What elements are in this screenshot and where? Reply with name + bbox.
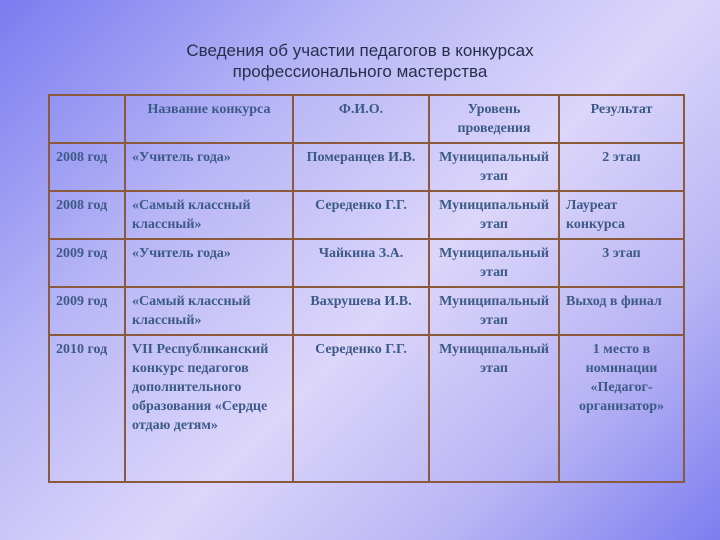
contest-cell: VII Республиканский конкурс педагогов дополнительного образования «Сердце отдаю детям»	[125, 335, 293, 482]
header-row	[49, 95, 684, 143]
year-cell: 2008 год	[49, 191, 125, 239]
slide-title	[0, 40, 720, 82]
result-cell: 1 место в номинации «Педагог-организатор»	[559, 335, 684, 482]
name-cell: Середенко Г.Г.	[293, 335, 429, 482]
level-cell: Муниципальный этап	[429, 335, 559, 482]
result-cell: Выход в финал	[559, 287, 684, 335]
table-row	[49, 287, 684, 335]
level-cell: Муниципальный этап	[429, 143, 559, 191]
header-contest: Название конкурса	[125, 95, 293, 143]
header-level: Уровень проведения	[429, 95, 559, 143]
level-cell: Муниципальный этап	[429, 191, 559, 239]
contest-cell: «Учитель года»	[125, 239, 293, 287]
header-cell-empty	[49, 95, 125, 143]
table-row	[49, 191, 684, 239]
result-cell: Лауреат конкурса	[559, 191, 684, 239]
result-cell: 2 этап	[559, 143, 684, 191]
name-cell: Померанцев И.В.	[293, 143, 429, 191]
contests-table	[48, 94, 685, 483]
result-cell: 3 этап	[559, 239, 684, 287]
year-cell: 2008 год	[49, 143, 125, 191]
header-name: Ф.И.О.	[293, 95, 429, 143]
contest-cell: «Учитель года»	[125, 143, 293, 191]
name-cell: Чайкина З.А.	[293, 239, 429, 287]
year-cell: 2009 год	[49, 239, 125, 287]
name-cell: Вахрушева И.В.	[293, 287, 429, 335]
title-line-2: профессионального мастерства	[232, 62, 488, 81]
header-result: Результат	[559, 95, 684, 143]
table-row	[49, 239, 684, 287]
level-cell: Муниципальный этап	[429, 239, 559, 287]
year-cell: 2009 год	[49, 287, 125, 335]
title-line-1: Сведения об участии педагогов в конкурсах	[186, 41, 534, 60]
table-row	[49, 143, 684, 191]
year-cell: 2010 год	[49, 335, 125, 482]
contest-cell: «Самый классный классный»	[125, 191, 293, 239]
level-cell: Муниципальный этап	[429, 287, 559, 335]
name-cell: Середенко Г.Г.	[293, 191, 429, 239]
table-row	[49, 335, 684, 482]
contest-cell: «Самый классный классный»	[125, 287, 293, 335]
